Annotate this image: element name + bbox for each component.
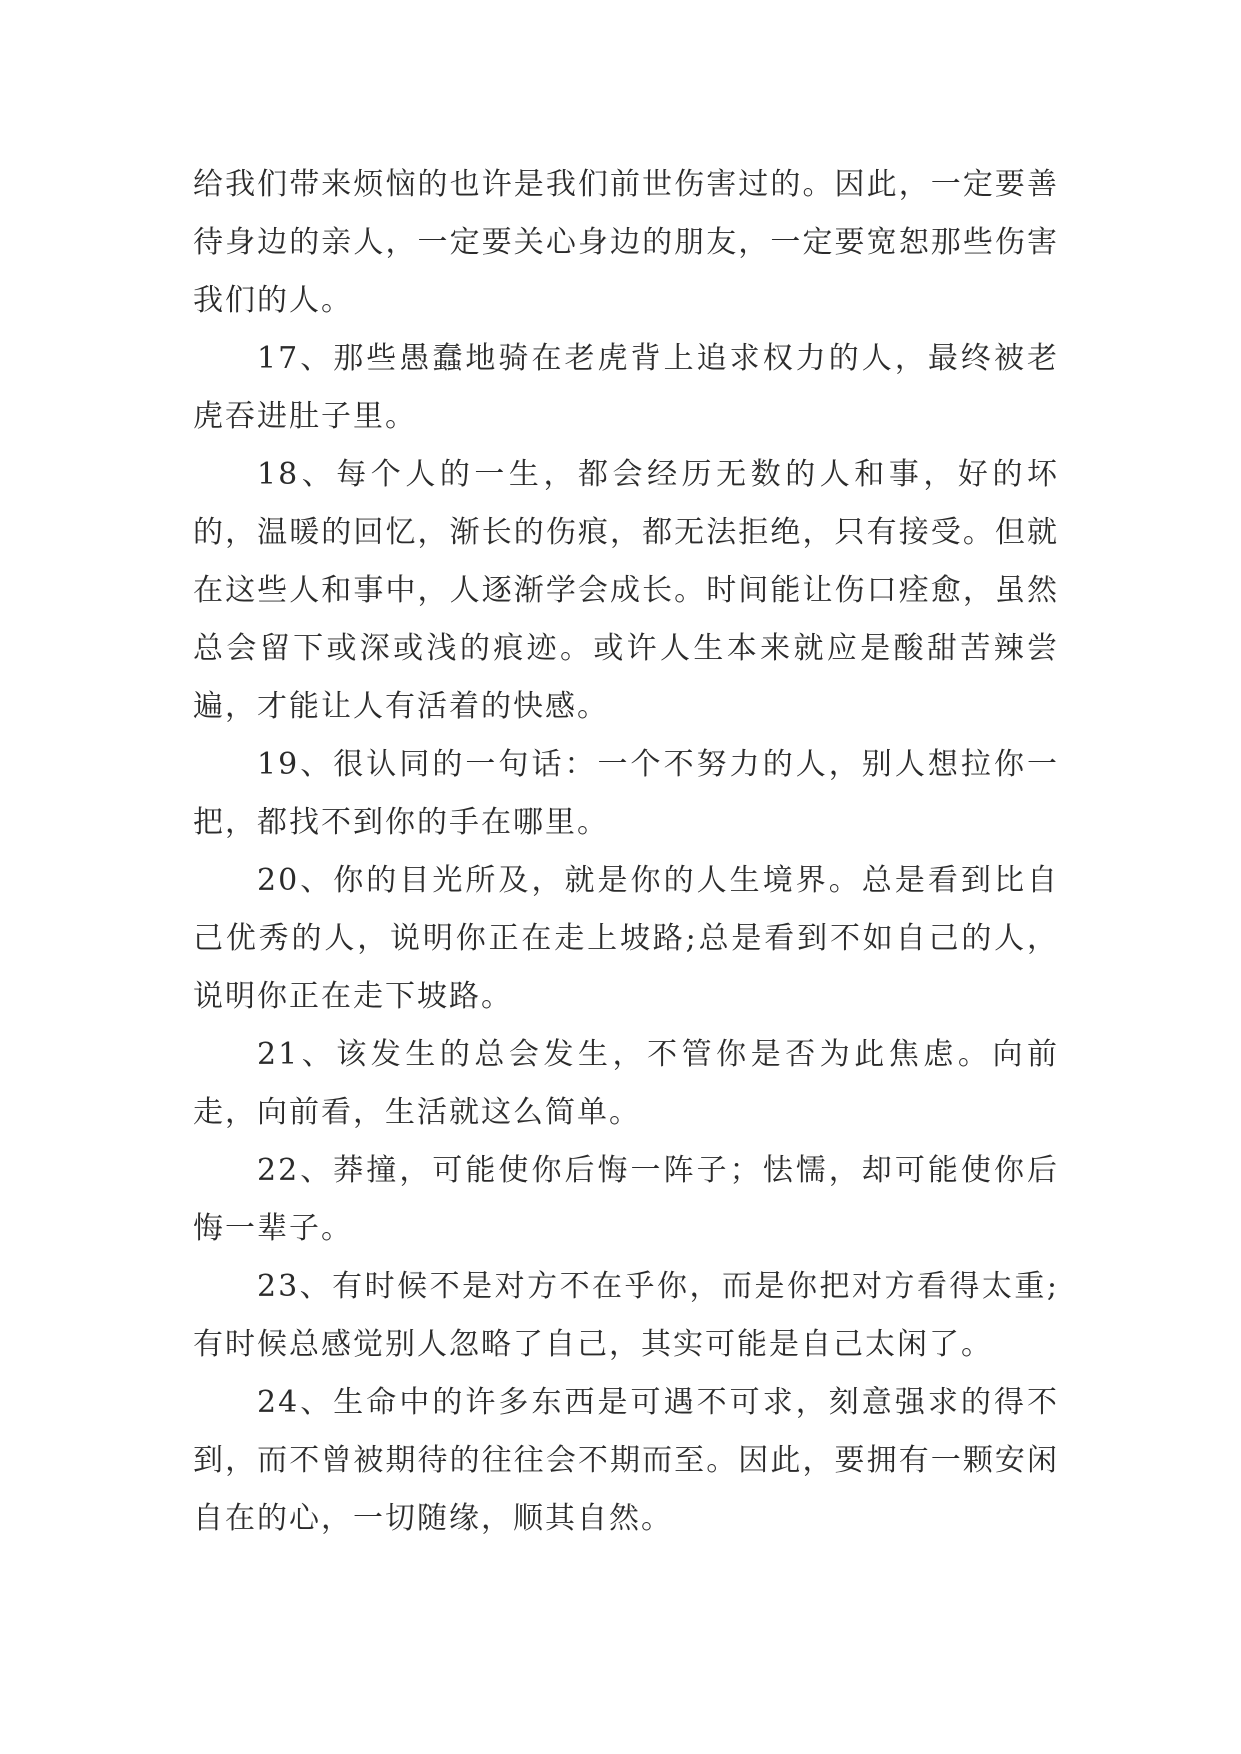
paragraph-24: 24、生命中的许多东西是可遇不可求，刻意强求的得不到，而不曾被期待的往往会不期而至。因此，要拥有一颗安闲自在的心，一切随缘，顺其自然。 [193, 1385, 1059, 1536]
paragraph-18: 18、每个人的一生，都会经历无数的人和事，好的坏的，温暖的回忆，渐长的伤痕，都无法拒绝，只有接受。但就在这些人和事中，人逐渐学会成长。时间能让伤口痊愈，虽然总会留下或深或浅的痕迹。或许人生本来就应是酸甜苦辣尝遍，才能让人有活着的快感。 [193, 457, 1059, 724]
paragraph-21: 21、该发生的总会发生，不管你是否为此焦虑。向前走，向前看，生活就这么简单。 [193, 1037, 1059, 1130]
paragraph-19: 19、很认同的一句话：一个不努力的人，别人想拉你一把，都找不到你的手在哪里。 [193, 747, 1059, 840]
paragraph-20: 20、你的目光所及，就是你的人生境界。总是看到比自己优秀的人，说明你正在走上坡路;总是看到不如自己的人，说明你正在走下坡路。 [193, 863, 1059, 1014]
paragraph-22: 22、莽撞，可能使你后悔一阵子；怯懦，却可能使你后悔一辈子。 [193, 1153, 1059, 1246]
document-body [193, 156, 1059, 1548]
paragraph-continued: 给我们带来烦恼的也许是我们前世伤害过的。因此，一定要善待身边的亲人，一定要关心身边的朋友，一定要宽恕那些伤害我们的人。 [193, 167, 1059, 318]
paragraph-23: 23、有时候不是对方不在乎你，而是你把对方看得太重;有时候总感觉别人忽略了自己，其实可能是自己太闲了。 [193, 1269, 1059, 1362]
paragraph-17: 17、那些愚蠢地骑在老虎背上追求权力的人，最终被老虎吞进肚子里。 [193, 341, 1059, 434]
